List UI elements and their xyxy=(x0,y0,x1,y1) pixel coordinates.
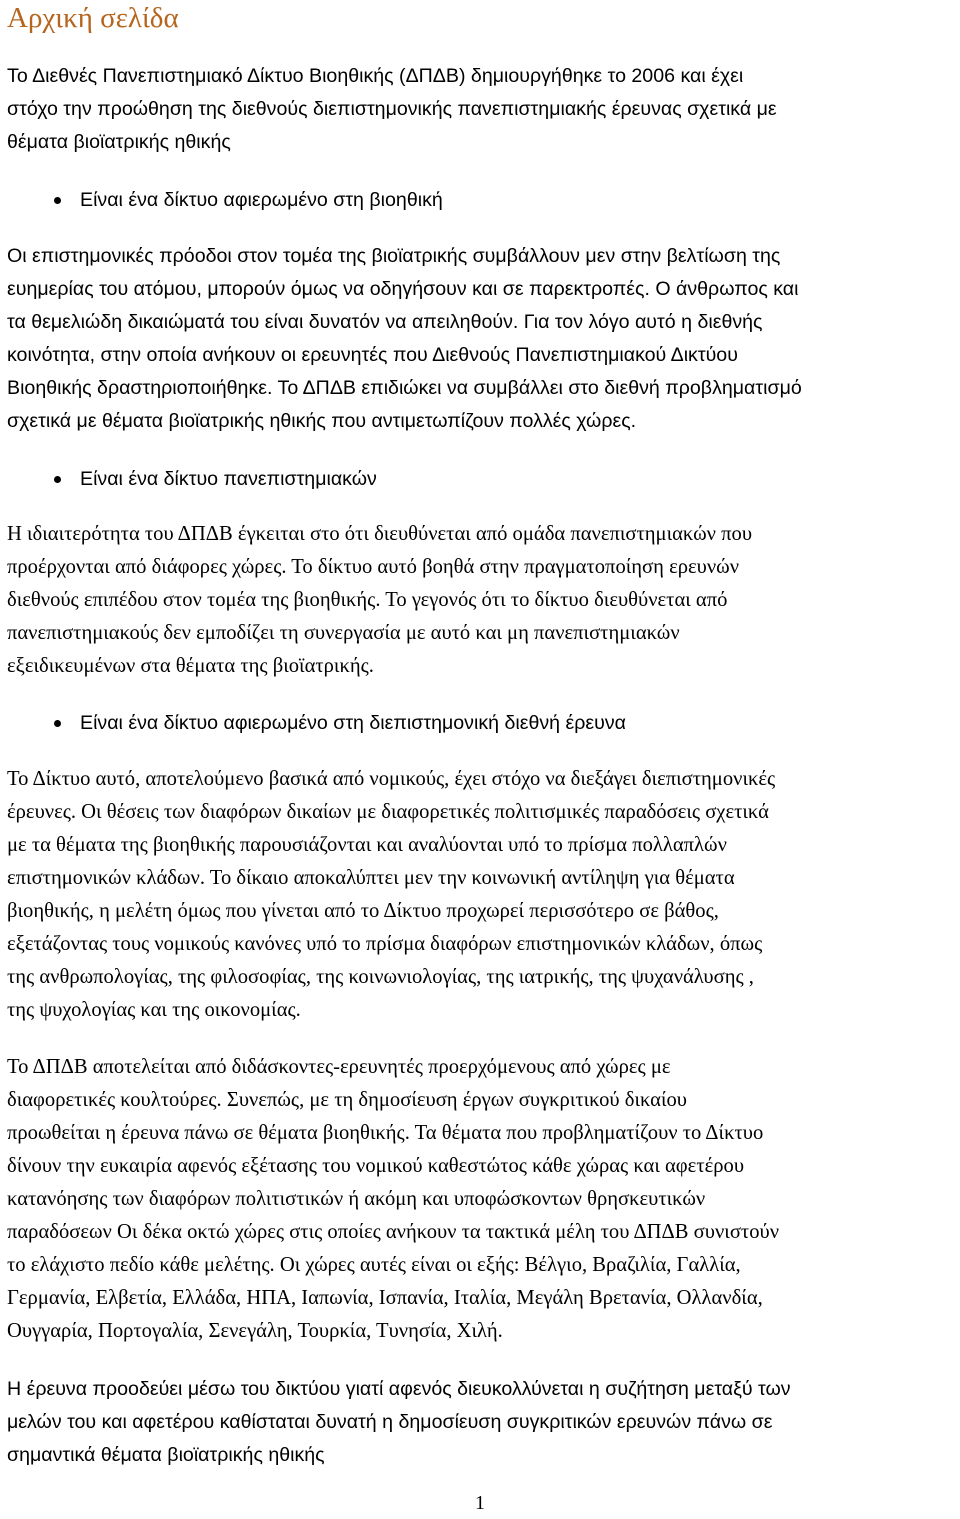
intro-line: στόχο την προώθηση της διεθνούς διεπιστημονικής πανεπιστημιακής έρευνας σχετικά με xyxy=(7,98,777,120)
bullet-item-academics xyxy=(54,463,377,496)
section3-line: της ανθρωπολογίας, της φιλοσοφίας, της κοινωνιολογίας, της ιατρικής, της ψυχανάλυσης , xyxy=(7,966,754,988)
section4-line: Το ΔΠΔΒ αποτελείται από διδάσκοντες-ερευνητές προερχόμενους από χώρες με xyxy=(7,1056,671,1078)
section4-line: παραδόσεων Οι δέκα οκτώ χώρες στις οποίες ανήκουν τα τακτικά μέλη του ΔΠΔΒ συνιστούν xyxy=(7,1221,780,1243)
section4-line: Γερμανία, Ελβετία, Ελλάδα, ΗΠΑ, Ιαπωνία, Ισπανία, Ιταλία, Μεγάλη Βρετανία, Ολλανδία, xyxy=(7,1287,763,1309)
section2-line: πανεπιστημιακούς δεν εμποδίζει τη συνεργασία με αυτό και μη πανεπιστημιακών xyxy=(7,622,680,644)
section4-line: το ελάχιστο πεδίο κάθε μελέτης. Οι χώρες αυτές είναι οι εξής: Βέλγιο, Βραζιλία, Γαλλία, xyxy=(7,1254,741,1276)
section5-line: σημαντικά θέματα βιοϊατρικής ηθικής xyxy=(7,1444,325,1466)
bullet-icon xyxy=(54,720,61,727)
section2-paragraph xyxy=(7,518,957,683)
section3-paragraph xyxy=(7,763,957,1027)
section1-line: Οι επιστημονικές πρόοδοι στον τομέα της βιοϊατρικής συμβάλλουν μεν στην βελτίωση της xyxy=(7,245,781,267)
bullet-item-bioethics xyxy=(54,184,443,217)
intro-paragraph xyxy=(7,60,957,159)
section4-line: προωθείται η έρευνα πάνω σε θέματα βιοηθικής. Τα θέματα που προβληματίζουν το Δίκτυο xyxy=(7,1122,764,1144)
section2-line: προέρχονται από διάφορες χώρες. Το δίκτυο αυτό βοηθά στην πραγματοποίηση ερευνών xyxy=(7,556,740,578)
section2-line: Η ιδιαιτερότητα του ΔΠΔΒ έγκειται στο ότι διευθύνεται από ομάδα πανεπιστημιακών που xyxy=(7,523,753,545)
section1-line: σχετικά με θέματα βιοϊατρικής ηθικής που αντιμετωπίζουν πολλές χώρες. xyxy=(7,410,637,432)
section1-paragraph xyxy=(7,240,957,438)
section4-line: δίνουν την ευκαιρία αφενός εξέτασης του νομικού καθεστώτος κάθε χώρας και αφετέρου xyxy=(7,1155,745,1177)
section1-line: ευημερίας του ατόμου, μπορούν όμως να οδηγήσουν και σε παρεκτροπές. Ο άνθρωπος και xyxy=(7,278,799,300)
section3-line: έρευνες. Οι θέσεις των διαφόρων δικαίων με διαφορετικές πολιτισμικές παραδόσεις σχετικά xyxy=(7,801,769,823)
section1-line: Βιοηθικής δραστηριοποιήθηκε. Το ΔΠΔΒ επιδιώκει να συμβάλλει στο διεθνή προβληματισμό xyxy=(7,377,802,399)
bullet-text: Είναι ένα δίκτυο πανεπιστημιακών xyxy=(80,468,377,490)
page-number: 1 xyxy=(475,1492,485,1514)
section3-line: εξετάζοντας τους νομικούς κανόνες υπό το πρίσμα διαφόρων επιστημονικών κλάδων, όπως xyxy=(7,933,763,955)
bullet-icon xyxy=(54,197,61,204)
bullet-icon xyxy=(54,476,61,483)
section1-line: κοινότητα, στην οποία ανήκουν οι ερευνητές που Διεθνούς Πανεπιστημιακού Δικτύου xyxy=(7,344,738,366)
section4-line: κατανόησης των διαφόρων πολιτιστικών ή ακόμη και υποφώσκοντων θρησκευτικών xyxy=(7,1188,706,1210)
section3-line: με τα θέματα της βιοηθικής παρουσιάζονται και αναλύονται υπό το πρίσμα πολλαπλών xyxy=(7,834,727,856)
section2-line: εξειδικευμένων στα θέματα της βιοϊατρικής. xyxy=(7,655,374,677)
section3-line: Το Δίκτυο αυτό, αποτελούμενο βασικά από νομικούς, έχει στόχο να διεξάγει διεπιστημονικές xyxy=(7,768,776,790)
section4-paragraph xyxy=(7,1051,957,1348)
intro-line: Το Διεθνές Πανεπιστημιακό Δίκτυο Βιοηθικής (ΔΠΔΒ) δημιουργήθηκε το 2006 και έχει xyxy=(7,65,744,87)
section3-line: επιστημονικών κλάδων. Το δίκαιο αποκαλύπτει μεν την κοινωνική αντίληψη για θέματα xyxy=(7,867,735,889)
section5-paragraph xyxy=(7,1373,957,1472)
bullet-item-interdisciplinary xyxy=(54,707,626,740)
section1-line: τα θεμελιώδη δικαιώματά του είναι δυνατόν να απειληθούν. Για τον λόγο αυτό η διεθνής xyxy=(7,311,763,333)
section3-line: της ψυχολογίας και της οικονομίας. xyxy=(7,999,301,1021)
section4-line: Ουγγαρία, Πορτογαλία, Σενεγάλη, Τουρκία, Τυνησία, Χιλή. xyxy=(7,1320,503,1342)
section5-line: Η έρευνα προοδεύει μέσω του δικτύου γιατί αφενός διευκολλύνεται η συζήτηση μεταξύ των xyxy=(7,1378,791,1400)
bullet-text: Είναι ένα δίκτυο αφιερωμένο στη διεπιστημονική διεθνή έρευνα xyxy=(80,712,626,734)
section4-line: διαφορετικές κουλτούρες. Συνεπώς, με τη δημοσίευση έργων συγκριτικού δικαίου xyxy=(7,1089,688,1111)
section5-line: μελών του και αφετέρου καθίσταται δυνατή η δημοσίευση συγκριτικών ερευνών πάνω σε xyxy=(7,1411,773,1433)
section3-line: βιοηθικής, η μελέτη όμως που γίνεται από το Δίκτυο προχωρεί περισσότερο σε βάθος, xyxy=(7,900,719,922)
bullet-text: Είναι ένα δίκτυο αφιερωμένο στη βιοηθική xyxy=(80,189,443,211)
intro-line: θέματα βιοϊατρικής ηθικής xyxy=(7,131,231,153)
section2-line: διεθνούς επιπέδου στον τομέα της βιοηθικής. Το γεγονός ότι το δίκτυο διευθύνεται από xyxy=(7,589,728,611)
page-title: Αρχική σελίδα xyxy=(7,2,179,34)
